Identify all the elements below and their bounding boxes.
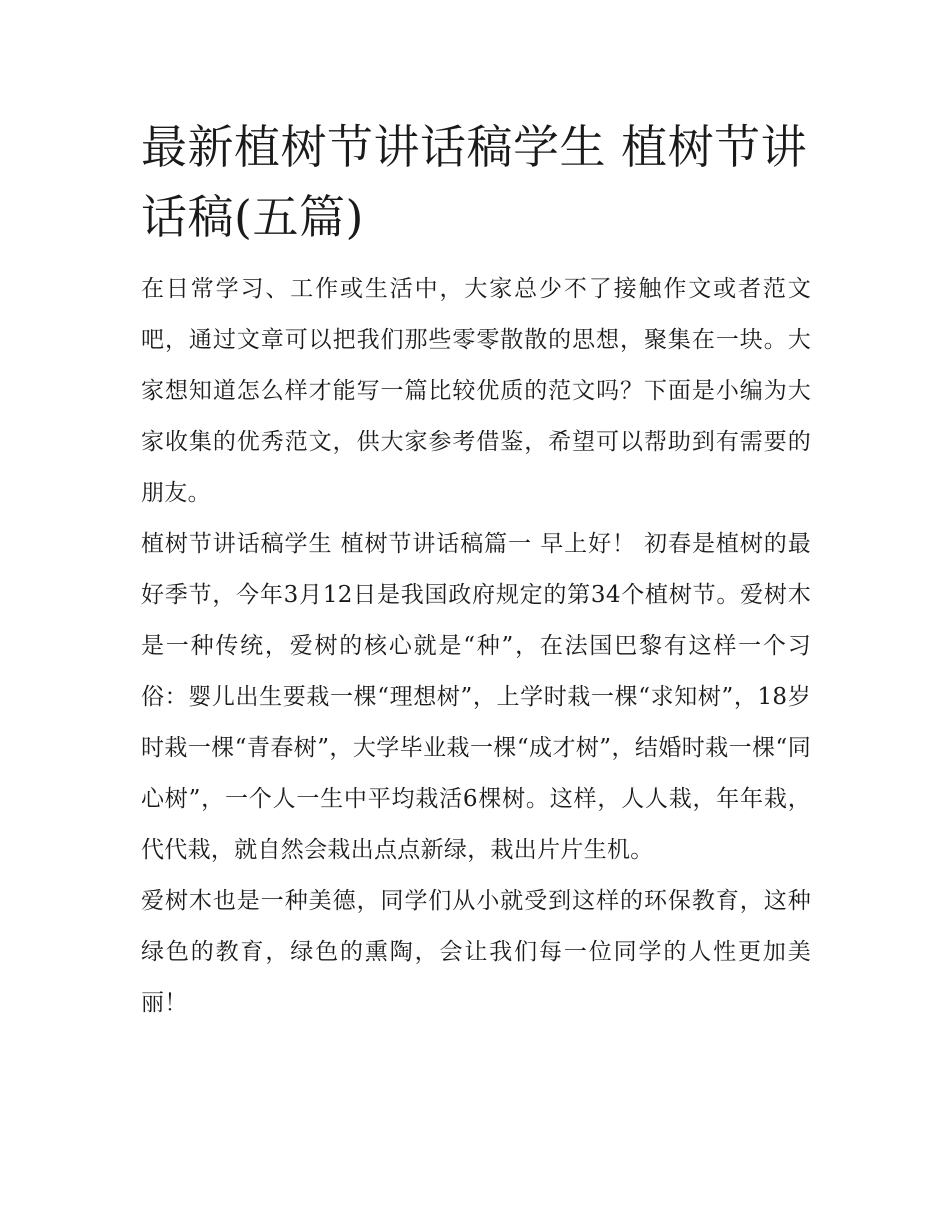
document-body: [141, 112, 811, 1029]
speech-paragraph-1: 植树节讲话稿学生 植树节讲话稿篇一 早上好！ 初春是植树的最好季节，今年3月12日是我国政府规定的第34个植树节。爱树木是一种传统，爱树的核心就是“种”，在法国巴黎有这样一个习俗：婴儿出生要栽一棵“理想树”，上学时栽一棵“求知树”，18岁时栽一棵“青春树”，大学毕业栽一棵“成才树”，结婚时栽一棵“同心树”，一个人一生中平均栽活6棵树。这样，人人栽，年年栽，代代栽，就自然会栽出点点新绿，栽出片片生机。: [141, 531, 811, 863]
intro-paragraph: 在日常学习、工作或生活中，大家总少不了接触作文或者范文吧，通过文章可以把我们那些零零散散的思想，聚集在一块。大家想知道怎么样才能写一篇比较优质的范文吗？下面是小编为大家收集的优秀范文，供大家参考借鉴，希望可以帮助到有需要的朋友。: [141, 276, 811, 506]
document-title: 最新植树节讲话稿学生 植树节讲话稿(五篇): [141, 120, 808, 244]
speech-paragraph-2: 爱树木也是一种美德，同学们从小就受到这样的环保教育，这种绿色的教育，绿色的熏陶，会让我们每一位同学的人性更加美丽！: [141, 888, 811, 1016]
